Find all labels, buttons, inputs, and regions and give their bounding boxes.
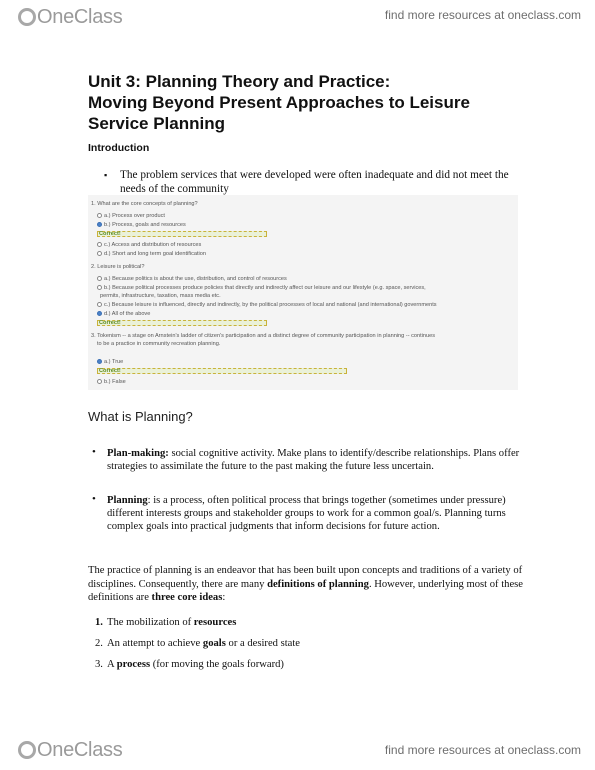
bullet-icon: •: [92, 446, 96, 458]
quiz-question-2: 2. Leisure is political?: [91, 264, 145, 270]
quiz-option[interactable]: b.) Process, goals and resources: [97, 222, 186, 228]
radio-selected-icon: [97, 311, 102, 316]
correct-badge: Correct!: [97, 368, 347, 374]
quiz-question-3-continued: to be a practice in community recreation planning.: [97, 341, 221, 347]
logo-ring-icon: [18, 741, 36, 759]
quiz-option[interactable]: a.) Process over product: [97, 213, 165, 219]
intro-bullet: ▪ The problem services that were developed were often inadequate and did not meet the needs of the community: [104, 169, 509, 195]
radio-icon: [97, 251, 102, 256]
radio-icon: [97, 213, 102, 218]
radio-icon: [97, 242, 102, 247]
quiz-screenshot: [88, 195, 518, 390]
oneclass-footer-logo[interactable]: OneClass: [18, 739, 122, 762]
radio-icon: [97, 285, 102, 290]
core-idea-item: 3. A process (for moving the goals forward): [95, 659, 284, 670]
quiz-option[interactable]: d.) Short and long term goal identification: [97, 251, 206, 257]
quiz-option[interactable]: b.) Because political processes produce policies that directly and indirectly affect our leisure and our lifestyle (e.g. space, services,: [97, 285, 426, 291]
definition-bullet: • Plan-making: social cognitive activity. Make plans to identify/describe relationships. Plans offer strategies to assimilate the future to the past making the future less uncertain.: [92, 446, 520, 473]
correct-badge: Correct!: [97, 231, 267, 237]
page-title: Unit 3: Planning Theory and Practice: Moving Beyond Present Approaches to Leisure Service Planning: [88, 72, 470, 133]
section-heading: What is Planning?: [88, 409, 193, 424]
body-paragraph: The practice of planning is an endeavor that has been built upon concepts and traditions of a variety of disciplines. Consequently, there are many definitions of planning. However, underlying most of these definitions are three core ideas:: [88, 565, 523, 604]
logo-ring-icon: [18, 8, 36, 26]
radio-icon: [97, 379, 102, 384]
bullet-icon: ▪: [104, 170, 108, 180]
quiz-question-3: 3. Tokenism -- a stage on Arnstein's ladder of citizen's participation and a distinct degree of community participation in planning -- continues: [91, 333, 436, 339]
quiz-option[interactable]: b.) False: [97, 379, 126, 385]
footer-promo-link[interactable]: find more resources at oneclass.com: [384, 743, 581, 757]
radio-selected-icon: [97, 359, 102, 364]
quiz-option[interactable]: a.) Because politics is about the use, distribution, and control of resources: [97, 276, 287, 282]
radio-selected-icon: [97, 222, 102, 227]
page-header: [0, 0, 595, 32]
oneclass-logo[interactable]: OneClass: [18, 6, 122, 29]
definition-bullet: • Planning: is a process, often political process that brings together (sometimes under pressure) different interests groups and stakeholder groups to work for a common goal/s. Planning turns complex goals into practical judgments that inform decisions for future action.: [92, 493, 506, 533]
quiz-option-continued: permits, infrastructure, taxation, mass media etc.: [100, 293, 221, 299]
intro-heading: Introduction: [88, 142, 150, 154]
quiz-question-1: 1. What are the core concepts of planning?: [91, 201, 198, 207]
quiz-option[interactable]: c.) Because leisure is influenced, directly and indirectly, by the political processes of local and national (and international) governments: [97, 302, 437, 308]
quiz-option[interactable]: c.) Access and distribution of resources: [97, 242, 201, 248]
bullet-icon: •: [92, 493, 96, 505]
quiz-option[interactable]: a.) True: [97, 359, 123, 365]
radio-icon: [97, 276, 102, 281]
correct-badge: Correct!: [97, 320, 267, 326]
quiz-option[interactable]: d.) All of the above: [97, 311, 150, 317]
radio-icon: [97, 302, 102, 307]
core-idea-item: 1. The mobilization of resources: [95, 617, 237, 628]
core-idea-item: 2. An attempt to achieve goals or a desired state: [95, 638, 301, 649]
header-promo-link[interactable]: find more resources at oneclass.com: [384, 8, 581, 22]
